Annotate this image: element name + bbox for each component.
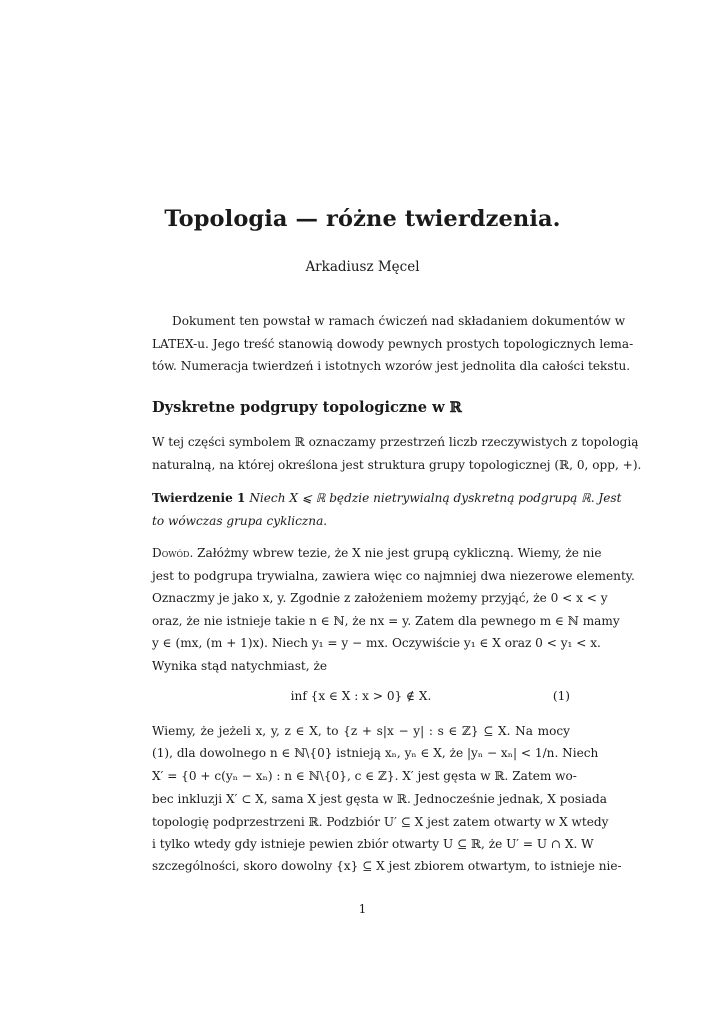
theorem-line: to wówczas grupa cykliczna. — [152, 514, 328, 528]
paragraph-line: X′ = {0 + c(yₙ − xₙ) : n ∈ ℕ\{0}, c ∈ ℤ}. X′ jest gęsta w ℝ. Zatem wo- — [152, 769, 577, 783]
proof-line: Wynika stąd natychmiast, że — [152, 659, 327, 673]
paragraph-line: i tylko wtedy gdy istnieje pewien zbiór otwarty U ⊆ ℝ, że U′ = U ∩ X. W — [152, 837, 594, 851]
theorem-line — [152, 490, 622, 506]
page-number: 1 — [358, 902, 367, 916]
paragraph-line: Wiemy, że jeżeli x, y, z ∈ X, to {z + s|x − y| : s ∈ ℤ} ⊆ X. Na mocy — [152, 724, 570, 738]
theorem-label: Twierdzenie 1 — [152, 491, 246, 505]
proof-line: y ∈ (mx, (m + 1)x). Niech y₁ = y − mx. Oczywiście y₁ ∈ X oraz 0 < y₁ < x. — [152, 636, 601, 650]
display-equation — [152, 689, 570, 705]
equation-number: (1) — [552, 689, 570, 703]
document-author: Arkadiusz Męcel — [305, 259, 420, 275]
abstract-line: LATEX-u. Jego treść stanowią dowody pewnych prostych topologicznych lema- — [152, 337, 634, 351]
proof-line: jest to podgrupa trywialna, zawiera więc co najmniej dwa niezerowe elementy. — [152, 569, 635, 583]
proof-line: oraz, że nie istnieje takie n ∈ ℕ, że nx = y. Zatem dla pewnego m ∈ ℕ mamy — [152, 614, 620, 628]
theorem-text: Niech X ⩽ ℝ będzie nietrywialną dyskretną podgrupą ℝ. Jest — [249, 491, 622, 505]
abstract-line: Dokument ten powstał w ramach ćwiczeń nad składaniem dokumentów w — [172, 314, 626, 328]
paragraph-line: (1), dla dowolnego n ∈ ℕ\{0} istnieją xₙ, yₙ ∈ X, że |yₙ − xₙ| < 1/n. Niech — [152, 746, 599, 760]
proof-label: Dowód. — [152, 546, 194, 560]
paragraph-line: naturalną, na której określona jest struktura grupy topologicznej (ℝ, 0, opp, +). — [152, 458, 642, 472]
paragraph-line: W tej części symbolem ℝ oznaczamy przestrzeń liczb rzeczywistych z topologią — [152, 435, 639, 449]
equation-expression: inf {x ∈ X : x > 0} ∉ X. — [290, 689, 432, 703]
abstract-line: tów. Numeracja twierdzeń i istotnych wzorów jest jednolita dla całości tekstu. — [152, 359, 631, 373]
document-title: Topologia — różne twierdzenia. — [164, 206, 561, 232]
proof-text: Załóżmy wbrew tezie, że X nie jest grupą cykliczną. Wiemy, że nie — [193, 546, 602, 560]
proof-line — [152, 545, 602, 561]
proof-line: Oznaczmy je jako x, y. Zgodnie z założeniem możemy przyjąć, że 0 < x < y — [152, 591, 608, 605]
section-heading: Dyskretne podgrupy topologiczne w ℝ — [152, 399, 462, 416]
paragraph-line: szczególności, skoro dowolny {x} ⊆ X jest zbiorem otwartym, to istnieje nie- — [152, 859, 622, 873]
paragraph-line: topologię podprzestrzeni ℝ. Podzbiór U′ ⊆ X jest zatem otwarty w X wtedy — [152, 815, 609, 829]
paragraph-line: bec inkluzji X′ ⊂ X, sama X jest gęsta w ℝ. Jednocześnie jednak, X posiada — [152, 792, 607, 806]
